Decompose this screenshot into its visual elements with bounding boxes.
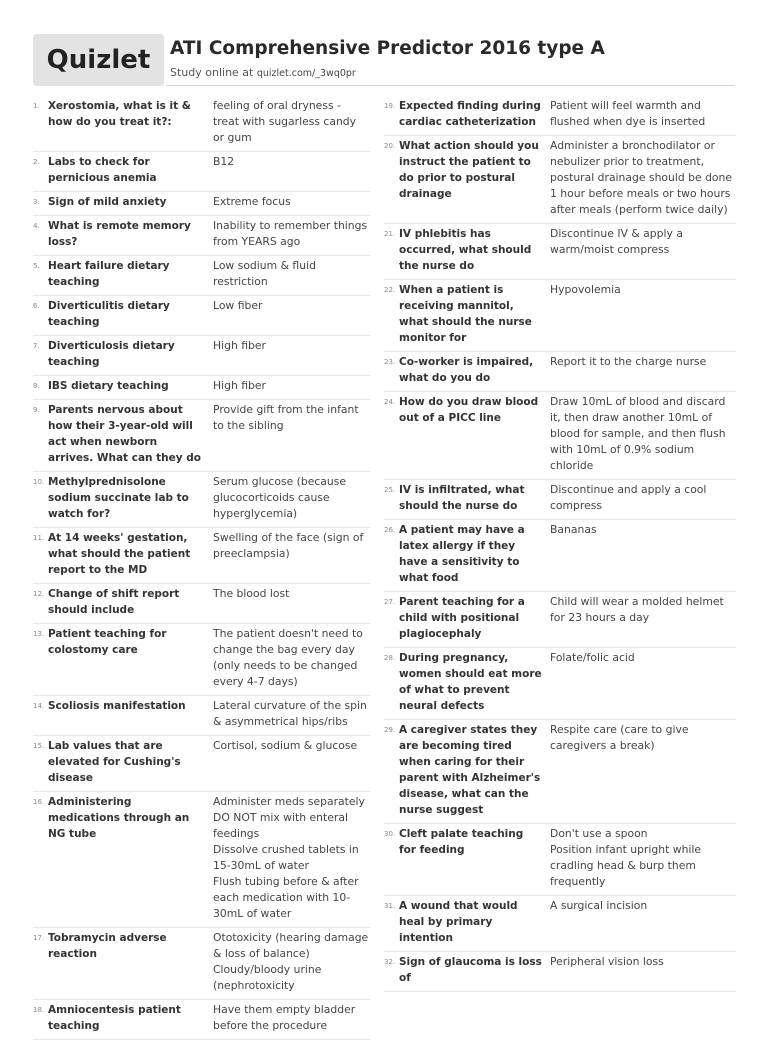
card-row: [33, 376, 370, 400]
card-row: [384, 136, 736, 224]
card-row: [384, 720, 736, 824]
card-definition: Draw 10mL of blood and discard it, then draw another 10mL of blood for sample, and then flush with 10mL of 0.9% sodium chloride: [550, 395, 726, 472]
card-number: 32.: [384, 958, 396, 966]
card-row: [384, 520, 736, 592]
card-definition: Discontinue and apply a cool compress: [550, 483, 707, 512]
card-row: [384, 592, 736, 648]
card-term: Labs to check for pernicious anemia: [48, 156, 157, 184]
right-column: [384, 96, 736, 992]
card-row: [384, 896, 736, 952]
card-number: 3.: [33, 198, 40, 206]
card-definition: Provide gift from the infant to the sibling: [213, 403, 359, 432]
card-definition: Patient will feel warmth and flushed when dye is inserted: [550, 99, 706, 128]
card-term: Amniocentesis patient teaching: [48, 1004, 181, 1032]
card-term: Cleft palate teaching for feeding: [399, 828, 524, 856]
card-definition: Ototoxicity (hearing damage & loss of balance) Cloudy/bloody urine (nephrotoxicity: [213, 931, 369, 992]
card-number: 22.: [384, 286, 396, 294]
card-row: [33, 584, 370, 624]
card-definition: The blood lost: [213, 587, 290, 600]
card-row: [33, 152, 370, 192]
card-term: IV phlebitis has occurred, what should the nurse do: [399, 228, 532, 272]
card-term: Heart failure dietary teaching: [48, 260, 170, 288]
card-number: 12.: [33, 590, 45, 598]
card-row: [33, 696, 370, 736]
page-header: [33, 34, 735, 86]
card-definition: Folate/folic acid: [550, 651, 635, 664]
card-term: Tobramycin adverse reaction: [48, 932, 167, 960]
card-number: 17.: [33, 934, 45, 942]
card-number: 27.: [384, 598, 396, 606]
card-row: [384, 280, 736, 352]
card-definition: Administer meds separately DO NOT mix with enteral feedings Dissolve crushed tablets in 15-30mL of water Flush tubing before & after each medication with 10-30mL of water: [213, 795, 365, 920]
card-number: 30.: [384, 830, 396, 838]
card-definition: High fiber: [213, 379, 266, 392]
card-row: [384, 352, 736, 392]
card-row: [33, 528, 370, 584]
card-row: [33, 736, 370, 792]
card-row: [33, 256, 370, 296]
card-row: [384, 480, 736, 520]
card-definition: Have them empty bladder before the procedure: [213, 1003, 356, 1032]
card-number: 10.: [33, 478, 45, 486]
study-url-link[interactable]: quizlet.com/_3wq0pr: [256, 68, 356, 79]
card-row: [33, 624, 370, 696]
card-term: A wound that would heal by primary intention: [399, 900, 518, 944]
card-number: 15.: [33, 742, 45, 750]
card-number: 2.: [33, 158, 40, 166]
card-number: 25.: [384, 486, 396, 494]
header-divider: [166, 85, 735, 86]
card-number: 7.: [33, 342, 40, 350]
card-term: What action should you instruct the patient to do prior to postural drainage: [399, 140, 539, 200]
card-number: 19.: [384, 102, 396, 110]
card-row: [384, 224, 736, 280]
card-number: 4.: [33, 222, 40, 230]
card-row: [33, 216, 370, 256]
card-definition: The patient doesn't need to change the bag every day (only needs to be changed every 4-7 days): [213, 627, 363, 688]
left-column: [33, 96, 370, 1040]
card-term: Methylprednisolone sodium succinate lab to watch for?: [48, 476, 189, 520]
card-row: [33, 336, 370, 376]
card-term: What is remote memory loss?: [48, 220, 191, 248]
card-term: Lab values that are elevated for Cushing's disease: [48, 740, 181, 784]
card-term: Parent teaching for a child with positional plagiocephaly: [399, 596, 525, 640]
card-number: 9.: [33, 406, 40, 414]
card-number: 5.: [33, 262, 40, 270]
card-number: 28.: [384, 654, 396, 662]
card-number: 24.: [384, 398, 396, 406]
card-term: Diverticulitis dietary teaching: [48, 300, 170, 328]
study-online-line: [170, 66, 356, 79]
card-definition: Don't use a spoon Position infant upright while cradling head & burp them frequently: [550, 827, 702, 888]
card-term: Diverticulosis dietary teaching: [48, 340, 175, 368]
card-definition: Discontinue IV & apply a warm/moist compress: [550, 227, 683, 256]
card-definition: B12: [213, 155, 235, 168]
card-number: 8.: [33, 382, 40, 390]
card-row: [384, 952, 736, 992]
card-row: [33, 928, 370, 1000]
card-row: [33, 472, 370, 528]
card-number: 6.: [33, 302, 40, 310]
card-term: Xerostomia, what is it & how do you treat it?:: [48, 100, 191, 128]
card-term: Administering medications through an NG tube: [48, 796, 190, 840]
card-definition: Peripheral vision loss: [550, 955, 664, 968]
page-title: ATI Comprehensive Predictor 2016 type A: [170, 38, 605, 59]
card-term: IBS dietary teaching: [48, 380, 169, 392]
card-row: [384, 392, 736, 480]
card-row: [384, 824, 736, 896]
card-term: Co-worker is impaired, what do you do: [399, 356, 534, 384]
card-definition: Extreme focus: [213, 195, 291, 208]
card-row: [33, 296, 370, 336]
card-definition: A surgical incision: [550, 899, 648, 912]
card-definition: Swelling of the face (sign of preeclampsia): [213, 531, 364, 560]
card-definition: Respite care (care to give caregivers a break): [550, 723, 689, 752]
card-term: A patient may have a latex allergy if they have a sensitivity to what food: [399, 524, 525, 584]
card-term: When a patient is receiving mannitol, what should the nurse monitor for: [399, 284, 532, 344]
card-definition: Lateral curvature of the spin & asymmetrical hips/ribs: [213, 699, 367, 728]
card-term: A caregiver states they are becoming tired when caring for their parent with Alzheimer's disease, what can the nurse suggest: [399, 724, 541, 816]
card-term: Change of shift report should include: [48, 588, 180, 616]
card-number: 18.: [33, 1006, 45, 1014]
card-row: [33, 792, 370, 928]
card-row: [33, 192, 370, 216]
card-definition: Low sodium & fluid restriction: [213, 259, 316, 288]
card-term: Expected finding during cardiac catheterization: [399, 100, 541, 128]
card-definition: Child will wear a molded helmet for 23 hours a day: [550, 595, 724, 624]
card-term: Scoliosis manifestation: [48, 700, 186, 712]
card-number: 20.: [384, 142, 396, 150]
card-definition: Serum glucose (because glucocorticoids cause hyperglycemia): [213, 475, 347, 520]
card-term: Sign of glaucoma is loss of: [399, 956, 542, 984]
card-definition: Administer a bronchodilator or nebulizer prior to treatment, postural drainage should be done 1 hour before meals or two hours after meals (perform twice daily): [550, 139, 733, 216]
card-number: 14.: [33, 702, 45, 710]
card-term: How do you draw blood out of a PICC line: [399, 396, 539, 424]
card-term: At 14 weeks' gestation, what should the patient report to the MD: [48, 532, 191, 576]
card-number: 29.: [384, 726, 396, 734]
card-definition: feeling of oral dryness - treat with sugarless candy or gum: [213, 99, 357, 144]
card-definition: Inability to remember things from YEARS ago: [213, 219, 368, 248]
card-row: [384, 96, 736, 136]
card-number: 11.: [33, 534, 45, 542]
card-number: 31.: [384, 902, 396, 910]
card-term: Sign of mild anxiety: [48, 196, 167, 208]
card-definition: Cortisol, sodium & glucose: [213, 739, 358, 752]
card-number: 16.: [33, 798, 45, 806]
card-number: 21.: [384, 230, 396, 238]
card-definition: Bananas: [550, 523, 597, 536]
card-term: IV is infiltrated, what should the nurse do: [399, 484, 525, 512]
card-term: During pregnancy, women should eat more of what to prevent neural defects: [399, 652, 542, 712]
card-definition: High fiber: [213, 339, 266, 352]
card-definition: Hypovolemia: [550, 283, 621, 296]
card-definition: Report it to the charge nurse: [550, 355, 707, 368]
card-number: 1.: [33, 102, 40, 110]
quizlet-logo[interactable]: Quizlet: [33, 34, 164, 86]
card-definition: Low fiber: [213, 299, 263, 312]
card-number: 23.: [384, 358, 396, 366]
study-online-label: Study online at: [170, 66, 257, 79]
card-row: [33, 1000, 370, 1040]
card-number: 13.: [33, 630, 45, 638]
card-row: [33, 96, 370, 152]
card-number: 26.: [384, 526, 396, 534]
card-term: Parents nervous about how their 3-year-old will act when newborn arrives. What can they do: [48, 404, 202, 464]
card-row: [384, 648, 736, 720]
card-row: [33, 400, 370, 472]
card-term: Patient teaching for colostomy care: [48, 628, 167, 656]
